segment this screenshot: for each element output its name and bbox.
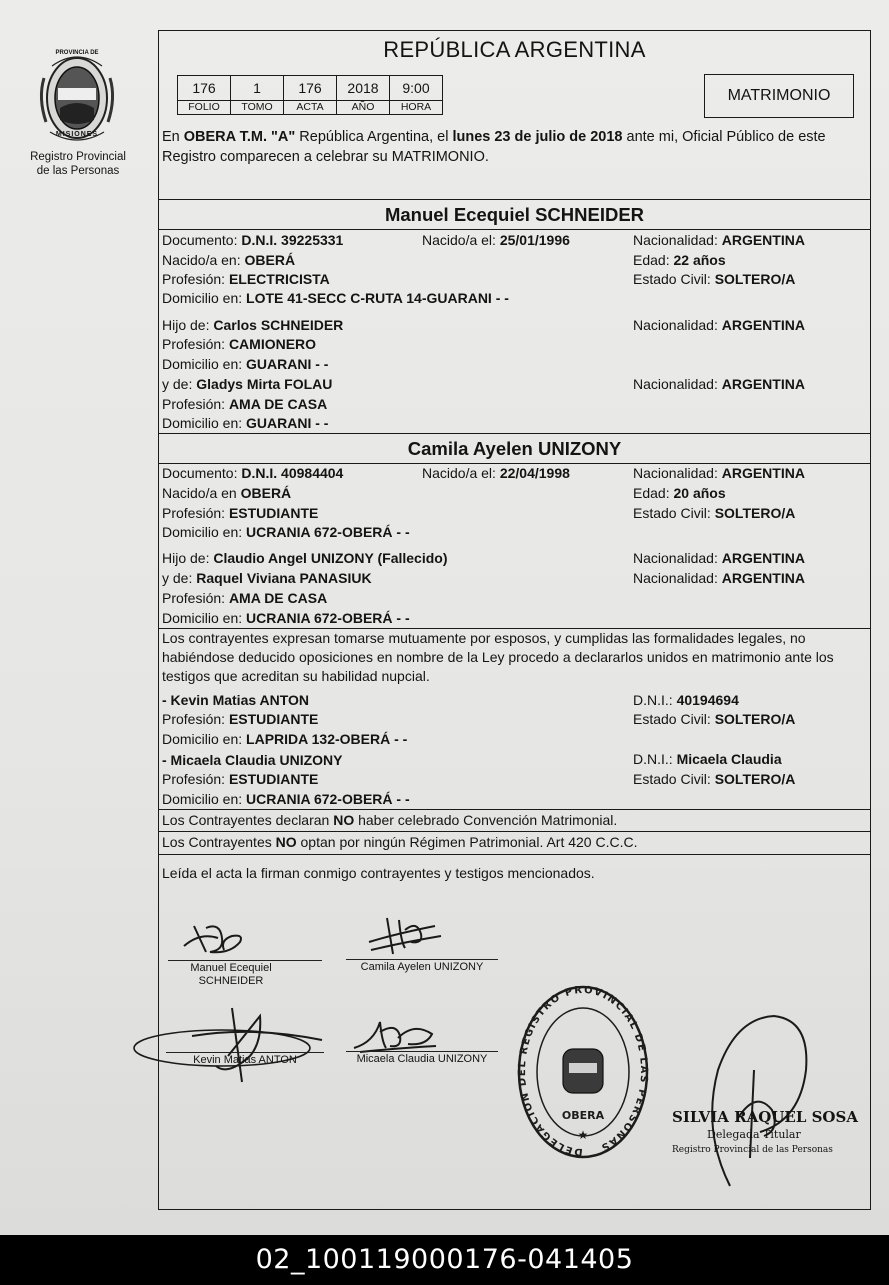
declaration-paragraph: Los contrayentes expresan tomarse mutuamente por esposos, y cumplidas las formalidades legales, no habiéndose deducido oposiciones en nombre de la Ley procedo a declararlos unidos en matrimonio ante los testigos que acreditan su habilidad nupcial.	[162, 630, 834, 684]
witness1-name: - Kevin Matias ANTON	[162, 692, 310, 708]
groom-nacido-el: Nacido/a el: 25/01/1996	[422, 232, 570, 248]
convencion-statement: Los Contrayentes declaran NO haber celebrado Convención Matrimonial.	[162, 812, 618, 828]
bride-nacionalidad: Nacionalidad: ARGENTINA	[633, 465, 805, 481]
witness1-signature-name: Kevin Matias ANTON	[193, 1054, 297, 1066]
bride-documento: Documento: D.N.I. 40984404	[162, 465, 344, 481]
witness1-domicilio: Domicilio en: LAPRIDA 132-OBERÁ - -	[162, 731, 408, 747]
groom-father-domicilio: Domicilio en: GUARANI - -	[162, 356, 329, 372]
groom-mother-nacionalidad: Nacionalidad: ARGENTINA	[633, 376, 805, 392]
divider	[159, 199, 870, 200]
act-type-box: MATRIMONIO	[704, 74, 854, 118]
groom-estado-civil: Estado Civil: SOLTERO/A	[633, 271, 796, 287]
logo-caption	[22, 150, 134, 178]
divider	[159, 229, 870, 230]
hora-value: 9:00	[390, 76, 443, 101]
bride-mother: y de: Raquel Viviana PANASIUK	[162, 570, 372, 586]
groom-mother: y de: Gladys Mirta FOLAU	[162, 376, 333, 392]
groom-signature-name: Manuel Ecequiel SCHNEIDER	[190, 962, 272, 987]
groom-father-profesion: Profesión: CAMIONERO	[162, 336, 317, 352]
witness1-profesion: Profesión: ESTUDIANTE	[162, 711, 319, 727]
reference-table	[177, 75, 443, 115]
intro-paragraph: En OBERA T.M. "A" República Argentina, el lunes 23 de julio de 2018 ante mi, Oficial Público de este Registro comparecen a celebrar su MATRIMONIO.	[162, 129, 826, 165]
groom-edad: Edad: 22 años	[633, 252, 726, 268]
groom-father: Hijo de: Carlos SCHNEIDER	[162, 317, 344, 333]
logo-bottom-text: MISIONES	[55, 131, 99, 138]
stamp-city: OBERA	[561, 1109, 605, 1122]
groom-father-nacionalidad: Nacionalidad: ARGENTINA	[633, 317, 805, 333]
witness2-signature-name: Micaela Claudia UNIZONY	[356, 1053, 488, 1065]
tomo-value: 1	[231, 76, 284, 101]
bride-nacido-el: Nacido/a el: 22/04/1998	[422, 465, 570, 481]
groom-signature	[180, 918, 250, 960]
bride-name: Camila Ayelen UNIZONY	[407, 438, 622, 459]
witness1-signature-line	[166, 1052, 324, 1053]
witness2-signature-line	[346, 1051, 498, 1052]
bride-father: Hijo de: Claudio Angel UNIZONY (Fallecido)	[162, 550, 448, 566]
folio-label: FOLIO	[178, 101, 231, 115]
registry-stamp	[515, 983, 651, 1161]
divider	[159, 854, 870, 855]
witness1-estado-civil: Estado Civil: SOLTERO/A	[633, 711, 796, 727]
bride-signature-line	[346, 959, 498, 960]
witness2-name: - Micaela Claudia UNIZONY	[162, 752, 343, 768]
groom-signature-line	[168, 960, 322, 961]
page-title: REPÚBLICA ARGENTINA	[383, 37, 646, 62]
stamp-ring-text: DELEGACION DEL REGISTRO PROVINCIAL DE LAS PERSONAS	[517, 984, 650, 1158]
divider	[159, 433, 870, 434]
bride-edad: Edad: 20 años	[633, 485, 726, 501]
closing-statement: Leída el acta la firman conmigo contrayentes y testigos mencionados.	[162, 865, 595, 881]
witness2-dni: D.N.I.: Micaela Claudia	[633, 751, 782, 767]
witness1-signature	[132, 996, 332, 1088]
bride-mother-nacionalidad: Nacionalidad: ARGENTINA	[633, 570, 805, 586]
folio-value: 176	[178, 76, 231, 101]
intro-date: lunes 23 de julio de 2018	[452, 129, 623, 145]
bride-profesion: Profesión: ESTUDIANTE	[162, 505, 319, 521]
stamp-star-icon: ★	[577, 1128, 589, 1142]
divider	[159, 809, 870, 810]
groom-mother-profesion: Profesión: AMA DE CASA	[162, 396, 328, 412]
groom-domicilio: Domicilio en: LOTE 41-SECC C-RUTA 14-GUARANI - -	[162, 290, 509, 306]
acta-value: 176	[284, 76, 337, 101]
bride-mother-domicilio: Domicilio en: UCRANIA 672-OBERÁ - -	[162, 610, 410, 626]
witness2-domicilio: Domicilio en: UCRANIA 672-OBERÁ - -	[162, 791, 410, 807]
bride-domicilio: Domicilio en: UCRANIA 672-OBERÁ - -	[162, 524, 410, 540]
bride-estado-civil: Estado Civil: SOLTERO/A	[633, 505, 796, 521]
bride-nacido-en: Nacido/a en OBERÁ	[162, 485, 292, 501]
logo-caption-line2: de las Personas	[36, 165, 120, 177]
tomo-label: TOMO	[231, 101, 284, 115]
official-name: SILVIA RAQUEL SOSA	[672, 1108, 858, 1126]
groom-documento: Documento: D.N.I. 39225331	[162, 232, 344, 248]
bride-signature-name: Camila Ayelen UNIZONY	[360, 961, 484, 973]
bride-father-nacionalidad: Nacionalidad: ARGENTINA	[633, 550, 805, 566]
official-office: Registro Provincial de las Personas	[672, 1145, 833, 1155]
witness2-signature	[350, 1012, 440, 1054]
anio-label: AÑO	[337, 101, 390, 115]
witness2-profesion: Profesión: ESTUDIANTE	[162, 771, 319, 787]
bride-mother-profesion: Profesión: AMA DE CASA	[162, 590, 328, 606]
groom-nacido-en: Nacido/a en: OBERÁ	[162, 252, 296, 268]
acta-label: ACTA	[284, 101, 337, 115]
groom-profesion: Profesión: ELECTRICISTA	[162, 271, 330, 287]
groom-mother-domicilio: Domicilio en: GUARANI - -	[162, 415, 329, 431]
logo-top-text: PROVINCIA DE	[55, 50, 99, 56]
official-role: Delegada Titular	[707, 1128, 801, 1141]
divider	[159, 463, 870, 464]
intro-place: OBERA T.M. "A"	[183, 129, 296, 145]
hora-label: HORA	[390, 101, 443, 115]
witness2-estado-civil: Estado Civil: SOLTERO/A	[633, 771, 796, 787]
anio-value: 2018	[337, 76, 390, 101]
divider	[159, 831, 870, 832]
logo-caption-line1: Registro Provincial	[30, 151, 126, 163]
groom-nacionalidad: Nacionalidad: ARGENTINA	[633, 232, 805, 248]
groom-name: Manuel Ecequiel SCHNEIDER	[384, 204, 645, 225]
regimen-statement: Los Contrayentes NO optan por ningún Régimen Patrimonial. Art 420 C.C.C.	[162, 834, 638, 850]
document-code-bar: 02_100119000176-041405	[0, 1235, 889, 1285]
official-signature	[700, 1010, 812, 1194]
bride-signature	[365, 912, 445, 960]
witness1-dni: D.N.I.: 40194694	[633, 692, 739, 708]
